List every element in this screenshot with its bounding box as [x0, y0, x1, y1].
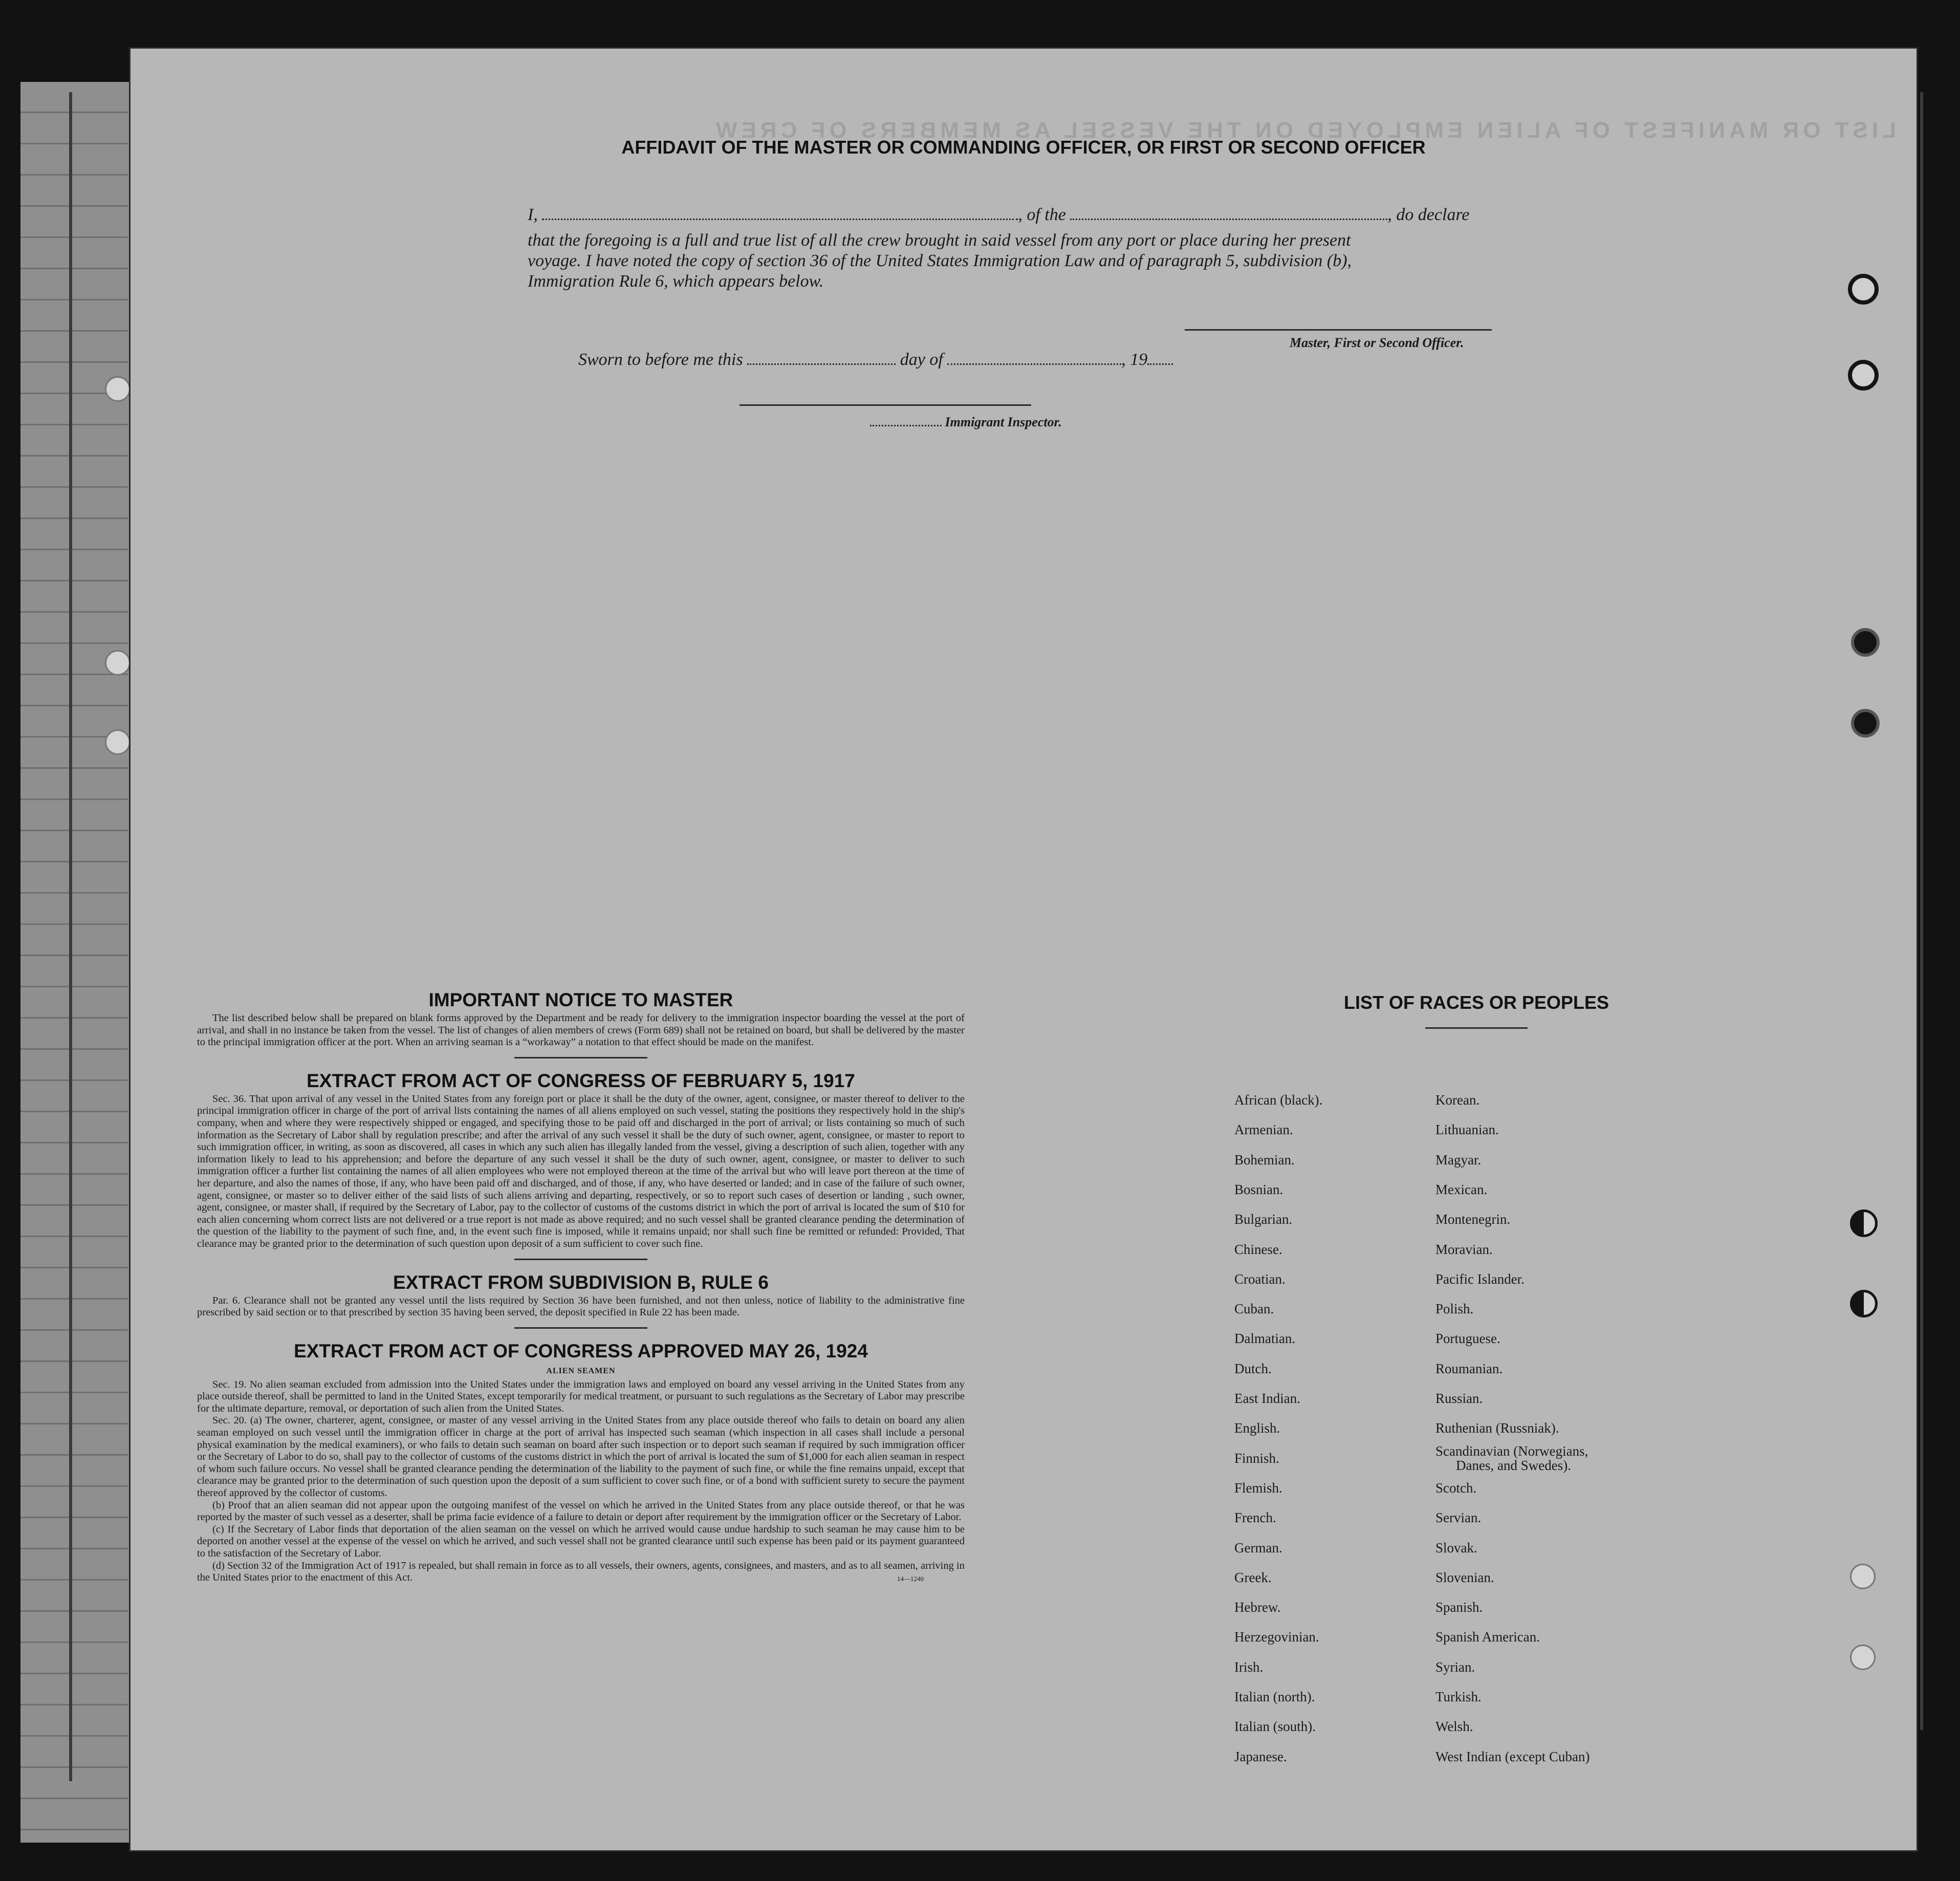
binder-hole-icon [105, 729, 130, 755]
vessel-prefix: , of the [1018, 205, 1066, 224]
race-item: Lithuanian. [1435, 1122, 1499, 1138]
race-item: Moravian. [1435, 1241, 1493, 1257]
race-item: English. [1234, 1420, 1280, 1436]
race-item: Chinese. [1234, 1241, 1282, 1257]
race-item: Portuguese. [1435, 1331, 1500, 1347]
sworn-prefix: Sworn to before me this [578, 350, 743, 369]
extract-rule6-title: EXTRACT FROM SUBDIVISION B, RULE 6 [393, 1271, 769, 1293]
race-item: German. [1234, 1540, 1282, 1555]
punch-hole-icon [1850, 1209, 1878, 1237]
extract-1924-sec20a: Sec. 20. (a) The owner, charterer, agent, consignee, or master of any vessel arriving in the United States from any place outside thereof who fails to detain on board any alien seaman employed on such vessel until the immigration officer in charge at the port of arrival has inspected such seaman (which inspection in all cases shall include a personal physical examination by the medical examiners), or who fails to detain such seaman on board after such inspection or to deport such seaman if required by such immigration officer or the Secretary of Labor to do so, shall pay to the collector of customs of the customs district in which the port of arrival is located the sum of $1,000 for each alien seaman in respect of whom such failure occurs. No vessel shall be granted clearance pending the determination of the liability to the payment of such fine, or while the fine remains unpaid, except that clearance may be granted prior to the determination of such question upon the deposit of a sum sufficient to cover such fine, or of a bond with sufficient surety to secure the payment thereof approved by the collector of customs. [197, 1415, 965, 1499]
inspector-signature-line[interactable] [739, 404, 1031, 406]
race-item: Danes, and Swedes). [1456, 1457, 1571, 1473]
race-item: Mexican. [1435, 1181, 1488, 1197]
race-item: Italian (south). [1234, 1719, 1316, 1735]
punch-hole-icon [1850, 1645, 1876, 1670]
vessel-name-field[interactable] [1070, 205, 1387, 220]
affidavit-text-line: voyage. I have noted the copy of section 36 of the United States Immigration Law and of paragraph 5, subdivision (b), [528, 251, 1352, 270]
sworn-date-field[interactable] [747, 350, 896, 365]
race-item: Bohemian. [1234, 1152, 1295, 1167]
race-item: East Indian. [1234, 1391, 1300, 1406]
race-item: French. [1234, 1510, 1276, 1526]
race-item: Scandinavian (Norwegians, [1435, 1443, 1588, 1459]
race-item: Spanish American. [1435, 1629, 1540, 1645]
race-item: African (black). [1234, 1092, 1323, 1108]
race-item: Irish. [1234, 1659, 1264, 1675]
extract-1917-title: EXTRACT FROM ACT OF CONGRESS OF FEBRUARY 5, 1917 [307, 1070, 855, 1091]
race-item: Cuban. [1234, 1301, 1274, 1317]
extract-1924-sec20d: (d) Section 32 of the Immigration Act of 1917 is repealed, but shall remain in force as to all vessels, their owners, agents, consignees, and masters, and as to all seamen, arriving in the United States prior to the enactment of this Act. [197, 1560, 965, 1584]
punch-hole-icon [1851, 628, 1880, 657]
affidavit-title: AFFIDAVIT OF THE MASTER OR COMMANDING OFFICER, OR FIRST OR SECOND OFFICER [621, 137, 1426, 158]
inspector-caption-text: Immigrant Inspector. [945, 415, 1062, 429]
races-divider [1425, 1027, 1528, 1029]
affidavit-text-line: Immigration Rule 6, which appears below. [528, 272, 824, 291]
sworn-year-field[interactable] [1147, 350, 1173, 365]
divider [514, 1057, 647, 1058]
race-item: Herzegovinian. [1234, 1629, 1319, 1645]
race-item: Bosnian. [1234, 1181, 1283, 1197]
race-item: Dutch. [1234, 1360, 1272, 1376]
race-item: Italian (north). [1234, 1689, 1315, 1704]
race-item: Armenian. [1234, 1122, 1293, 1138]
race-item: West Indian (except Cuban) [1435, 1748, 1590, 1764]
punch-hole-icon [1848, 274, 1879, 305]
punch-hole-icon [1850, 1290, 1878, 1317]
sworn-day-label: day of [900, 350, 943, 369]
punch-hole-icon [1850, 1564, 1876, 1589]
declarant-name-field[interactable] [542, 205, 1018, 220]
race-item: Roumanian. [1435, 1360, 1503, 1376]
punch-hole-icon [1851, 709, 1880, 738]
race-item: Croatian. [1234, 1271, 1286, 1287]
race-item: Spanish. [1435, 1599, 1483, 1615]
race-item: Servian. [1435, 1510, 1482, 1526]
declare-suffix: , do declare [1387, 205, 1470, 224]
race-item: Hebrew. [1234, 1599, 1281, 1615]
punch-hole-icon [1848, 360, 1879, 391]
race-item: Polish. [1435, 1301, 1474, 1317]
sworn-line [578, 350, 1704, 370]
divider [514, 1259, 647, 1260]
race-item: Magyar. [1435, 1152, 1482, 1167]
race-item: Dalmatian. [1234, 1331, 1296, 1347]
ruled-margin [20, 82, 128, 1843]
form-sheet [130, 49, 1917, 1850]
alien-seamen-heading: ALIEN SEAMEN [546, 1366, 616, 1375]
binder-hole-icon [105, 376, 130, 402]
race-item: Greek. [1234, 1569, 1272, 1585]
extract-1924-sec20c: (c) If the Secretary of Labor finds that deportation of the alien seaman on the vessel on which he arrived would cause undue hardship to such seaman he may cause him to be deported on another vessel at the expense of the vessel on which he arrived, and such vessel shall not be granted clearance until such expense has been paid or its payment guaranteed to the satisfaction of the Secretary of Labor. [197, 1523, 965, 1559]
master-signature-line[interactable] [1185, 329, 1492, 331]
race-item: Slovenian. [1435, 1569, 1494, 1585]
race-item: Scotch. [1435, 1480, 1477, 1496]
races-title: LIST OF RACES OR PEOPLES [1343, 992, 1609, 1013]
race-item: Slovak. [1435, 1540, 1477, 1555]
form-number: 14—1240 [897, 1574, 924, 1583]
race-item: Bulgarian. [1234, 1212, 1293, 1227]
race-item: Finnish. [1234, 1450, 1279, 1466]
declarant-prefix: I, [528, 205, 538, 224]
sworn-year-label: , 19 [1121, 350, 1148, 369]
bleed-through-text: LIST OR MANIFEST OF ALIEN EMPLOYED ON THE VESSEL AS MEMBERS OF CREW [711, 118, 1896, 143]
divider [514, 1327, 647, 1329]
affidavit-declaration-line [528, 205, 1653, 225]
extract-1917-text: Sec. 36. That upon arrival of any vessel in the United States from any foreign port or place it shall be the duty of the owner, agent, consignee, or master thereof to deliver to the principal immigration officer in charge of the port of arrival lists containing the names of all aliens employed on such vessel, stating the positions they respectively hold in the ship's company, when and where they were respectively shipped or engaged, and specifying those to be paid off and discharged in the port of arrival; or lists containing so much of such information as the Secretary of Labor shall by regulation prescribe; and after the arrival of any such vessel it shall be the duty of such owner, agent, consignee, or master to report to such immigration officer, in writing, as soon as discovered, all cases in which any such alien has illegally landed from the vessel, giving a description of such alien, together with any information likely to lead to his apprehension; and before the departure of any such vessel it shall be the duty of such owner, agent, consignee, or master to deliver to such immigration officer a further list containing the names of all alien employees who were not employed thereon at the time of the arrival but who will leave port thereon at the time of her departure, and also the names of those, if any, who have been paid off and discharged, and of those, if any, who have deserted or landed; and in case of the failure of such owner, agent, consignee, or master so to deliver either of the said lists of such aliens arriving and departing, respectively, or so to report such cases of desertion or landing , such owner, agent, consignee, or master shall, if required by the Secretary of Labor, pay to the collector of customs of the customs district in which the port of arrival is located the sum of $10 for each alien concerning whom correct lists are not delivered or a true report is not made as above required; and no such vessel shall be granted clearance pending the determination of the question of the liability to the payment of such fine, and, in the event such fine is imposed, while it remains unpaid; nor shall such fine be remitted or refunded: Provided, That clearance may be granted prior to the determination of such question upon deposit of a sum sufficient to cover such fine. [197, 1093, 965, 1249]
race-item: Syrian. [1435, 1659, 1475, 1675]
race-item: Ruthenian (Russniak). [1435, 1420, 1559, 1436]
extract-1924-title: EXTRACT FROM ACT OF CONGRESS APPROVED MAY 26, 1924 [294, 1340, 868, 1361]
race-item: Japanese. [1234, 1748, 1287, 1764]
extract-1924-sec20b: (b) Proof that an alien seaman did not appear upon the outgoing manifest of the vessel on which he arrived in the United States from any place outside thereof, or that he was reported by the master of such vessel as a deserter, shall be prima facie evidence of a failure to detain or deport after requirement by the immigration officer or the Secretary of Labor. [197, 1499, 965, 1523]
extract-1924-sec19: Sec. 19. No alien seaman excluded from admission into the United States under the immigration laws and employed on board any vessel arriving in the United States from any place outside thereof, shall be permitted to land in the United States, except temporarily for medical treatment, or pursuant to such regulations as the Secretary of Labor may prescribe for the ultimate departure, removal, or deportation of such alien from the United States. [197, 1378, 965, 1414]
race-item: Flemish. [1234, 1480, 1282, 1496]
notice-title: IMPORTANT NOTICE TO MASTER [428, 989, 733, 1010]
race-item: Pacific Islander. [1435, 1271, 1525, 1287]
affidavit-text-line: that the foregoing is a full and true list of all the crew brought in said vessel from any port or place during her present [528, 231, 1351, 250]
master-signature-caption: Master, First or Second Officer. [1290, 335, 1464, 350]
page-edge [69, 92, 72, 1781]
notice-text: The list described below shall be prepared on blank forms approved by the Department and be ready for delivery to the immigration inspector boarding the vessel at the port of arrival, and shall in no instance be taken from the vessel. The list of changes of alien members of crews (Form 689) shall not be retained on board, but shall be delivered by the master to the principal immigration officer at the port. When an arriving seaman is a “workaway” a notation to that effect should be made on the manifest. [197, 1012, 965, 1048]
race-item: Korean. [1435, 1092, 1480, 1108]
race-item: Russian. [1435, 1391, 1483, 1406]
race-item: Montenegrin. [1435, 1212, 1511, 1227]
extract-rule6-text: Par. 6. Clearance shall not be granted any vessel until the lists required by Section 36 have been furnished, and not then unless, notice of liability to the administrative fine prescribed by said section or to that prescribed by section 35 having been served, the deposit specified in Rule 22 has been made. [197, 1294, 965, 1318]
inspector-caption [870, 415, 1062, 430]
race-item: Welsh. [1435, 1719, 1473, 1735]
page-edge [1920, 92, 1923, 1730]
inspector-dotted-field [870, 418, 942, 426]
sworn-month-field[interactable] [947, 350, 1121, 365]
notice-column [197, 988, 965, 1583]
race-item: Turkish. [1435, 1689, 1482, 1704]
binder-hole-icon [105, 650, 130, 676]
